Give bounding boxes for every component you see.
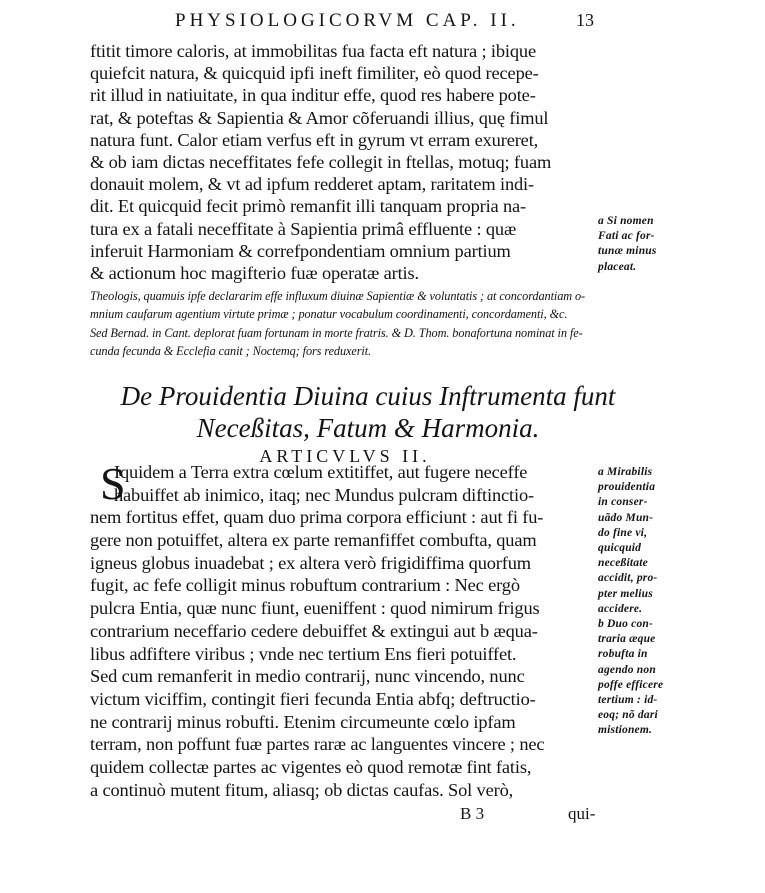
body-line: donauit molem, & vt ad ipfum redderet aptam, raritatem indi- [90, 174, 534, 195]
margin-note-line: accidit, pro- [598, 572, 658, 585]
body-line: quiefcit natura, & quicquid ipfi ineft fimiliter, eò quod recepe- [90, 63, 539, 84]
margin-note-line: b Duo con- [598, 618, 654, 631]
article-line: Sed cum remanferit in medio contrarij, nunc vincendo, nunc [90, 666, 525, 687]
signature-mark: B 3 [460, 804, 485, 823]
running-head: PHYSIOLOGICORVM CAP. II. [175, 10, 520, 31]
margin-note-line: mistionem. [598, 724, 653, 737]
body-line: inferuit Harmoniam & correfpondentiam omnium partium [90, 240, 511, 261]
article-line: Iquidem a Terra extra cœlum extitiffet, aut fugere neceffe [114, 462, 528, 482]
margin-note-line: robufta in [598, 648, 648, 661]
section-title-line: De Prouidentia Diuina cuius Inftrumenta funt [120, 381, 616, 411]
margin-note-line: do fine vi, [598, 526, 648, 539]
body-paragraph [90, 40, 590, 284]
footnote-line: Theologis, quamuis ipfe declararim effe influxum diuinæ Sapientiæ & voluntatis ; at concordantiam o- [90, 289, 586, 303]
body-line: & ob iam dictas neceffitates fefe collegit in ftellas, motuq; fuam [90, 151, 552, 172]
body-line: natura funt. Calor etiam verfus eft in gyrum vt erram exureret, [90, 129, 539, 150]
article-line: habuiffet ab inimico, itaq; nec Mundus pulcram diftinctio- [114, 484, 534, 505]
article-line: a continuò mutent fitum, aliasq; ob dictas caufas. Sol verò, [90, 779, 514, 800]
margin-note-line: prouidentia [598, 481, 656, 494]
article-line: victum viciffim, contingit fieri fecunda Entia abfq; deftructio- [90, 688, 536, 709]
body-line: tura ex a fatali neceffitate à Sapientia primâ effluente : quæ [90, 218, 517, 239]
body-line: rat, & poteftas & Sapientia & Amor cõferuandi illius, quę fimul [90, 107, 549, 128]
margin-note-line: traria æque [598, 633, 656, 646]
margin-note-line: Fati ac for- [598, 230, 655, 243]
article-line: quidem collectæ partes ac vigentes eò quod remotæ fint fatis, [90, 756, 532, 777]
margin-note-line: eoq; nõ dari [598, 709, 658, 722]
margin-note-a [598, 214, 657, 275]
footnote [90, 287, 670, 360]
article-line: pulcra Entia, quæ nunc fiunt, eueniffent : quod nimirum frigus [90, 598, 540, 619]
margin-note-line: placeat. [598, 260, 637, 273]
margin-note-line: a Si nomen [598, 215, 654, 227]
body-line: dit. Et quicquid fecit primò remanfit illi tanquam propria na- [90, 196, 527, 217]
article-line: ne contrarij minus robufti. Etenim circumeunte cœlo ipfam [90, 711, 516, 732]
footnote-line: Sed Bernad. in Cant. deplorat fuam fortunam in morte fratris. & D. Thom. bonafortuna nominat in fe- [90, 325, 583, 340]
article-line: fugit, ac fefe colligit minus robuftum contrarium : Nec ergò [90, 575, 520, 596]
body-line: & actionum hoc magifterio fuæ operatæ artis. [90, 262, 419, 283]
article-line: terram, non poffunt fuæ partes raræ ac languentes vincere ; nec [90, 734, 545, 755]
margin-note-line: agendo non [598, 663, 656, 676]
margin-note-line: a Mirabilis [598, 466, 653, 478]
margin-note-line: neceßitate [598, 557, 648, 570]
footnote-line: cunda fecunda & Ecclefia canit ; Noctemq; fors reduxerit. [90, 343, 372, 358]
page-number: 13 [576, 10, 594, 30]
margin-note-line: tunæ minus [598, 245, 657, 258]
article-paragraph [90, 458, 590, 801]
section-title [108, 380, 628, 444]
article-line: igneus globus inuadebat ; ex altera verò frigidiffima quorfum [90, 552, 531, 573]
margin-note-line: poffe efficere [598, 678, 664, 691]
article-line: contrarium neceffario cedere debuiffet & extingui aut b æqua- [90, 620, 538, 641]
drop-capital: S [100, 458, 126, 509]
margin-note-line: uãdo Mun- [598, 511, 654, 524]
footnote-line: mnium caufarum agentium virtute primæ ; ponatur vocabulum coordinamenti, concordamenti, &c. [90, 307, 568, 322]
catchword: qui- [568, 804, 596, 823]
article-line: gere non potuiffet, altera ex parte remanfiffet combufta, quam [90, 530, 537, 551]
article-heading: ARTICVLVS II. [259, 446, 431, 466]
margin-note-b [598, 465, 663, 739]
article-line: libus adfiftere viribus ; vnde nec tertium Ens fieri potuiffet. [90, 643, 517, 664]
article-line: nem fortitus effet, quam duo prima corpora efficiunt : aut fi fu- [90, 507, 544, 528]
margin-note-line: quicquid [598, 542, 642, 555]
section-title-line: Neceßitas, Fatum & Harmonia. [196, 413, 540, 443]
margin-note-line: accidere. [598, 602, 643, 615]
body-line: ftitit timore caloris, at immobilitas fua facta eft natura ; ibique [90, 41, 536, 61]
body-line: rit illud in natiuitate, in qua inditur effe, quod res habere pote- [90, 85, 536, 106]
margin-note-line: pter melius [598, 587, 653, 600]
margin-note-line: in conser- [598, 496, 648, 509]
margin-note-line: tertium : id- [598, 694, 658, 707]
